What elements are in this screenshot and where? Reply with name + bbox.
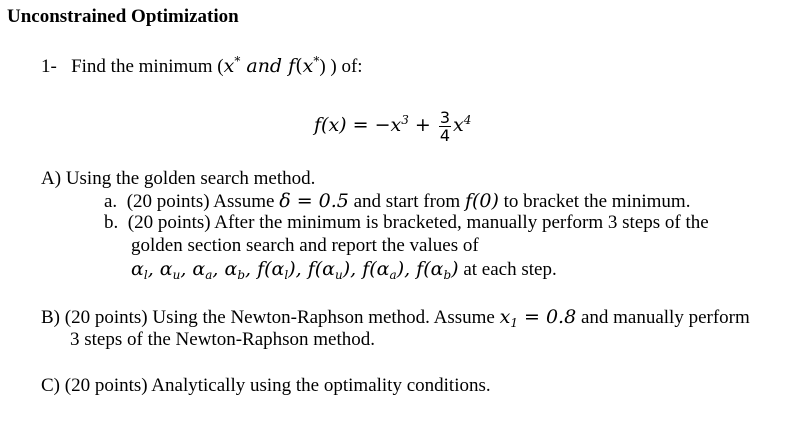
plus-sign: +	[408, 114, 437, 136]
item-b-line3	[131, 258, 557, 281]
delta-value: δ = 0.5	[279, 190, 349, 212]
part-a-item-a	[104, 190, 690, 213]
item-b-line1: (20 points) After the minimum is bracketed, manually perform 3 steps of the	[127, 212, 709, 233]
part-c-label: C)	[41, 375, 60, 396]
part-c-text: (20 points) Analytically using the optimality conditions.	[64, 375, 491, 396]
part-b	[41, 306, 750, 329]
item-a-text3: to bracket the minimum.	[498, 191, 691, 212]
x-star: x*	[223, 54, 241, 77]
part-b-line2: 3 steps of the Newton-Raphson method.	[70, 329, 376, 350]
part-b-text1: (20 points) Using the Newton-Raphson method. Assume	[64, 307, 500, 328]
part-b-label: B)	[41, 307, 60, 328]
question-1	[41, 55, 363, 78]
item-a-label: a.	[104, 191, 118, 212]
question-number: 1-	[41, 56, 57, 77]
paren-open: (	[295, 55, 303, 77]
x1-value: = 0.8	[517, 306, 577, 328]
item-a-text2: and start from	[348, 191, 465, 212]
golden-values-math: $\alpha_l$, $\alpha_u$, $\alpha_a$, $\alpha_b$, $f(\alpha_l)$, $f(\alpha_u)$, $f(\alpha_a)$, $f(\alpha_b)$	[131, 258, 459, 282]
exponent-3: 3	[401, 113, 409, 127]
and-word: and	[240, 55, 289, 77]
part-b-text2: and manually perform	[576, 307, 750, 328]
part-a-label: A)	[41, 168, 62, 189]
part-a-item-b	[104, 212, 709, 234]
part-a-text: Using the golden search method.	[65, 168, 316, 189]
f-symbol: f	[288, 55, 296, 77]
f-of-zero: f(0)	[464, 190, 499, 212]
exponent-4: 4	[463, 113, 472, 127]
x-star-2: x*	[302, 54, 320, 77]
objective-equation	[314, 105, 471, 145]
x1-symbol: $x_1$	[499, 306, 518, 330]
fraction-three-quarters: $\frac{3}{4}$	[439, 107, 451, 145]
equation-lhs: f(x) = −x	[314, 114, 402, 136]
item-b-line3-text: at each step.	[458, 259, 557, 280]
item-b-label: b.	[104, 212, 119, 233]
question-text: Find the minimum (	[71, 56, 224, 77]
page-title: Unconstrained Optimization	[7, 6, 239, 27]
part-a	[41, 168, 315, 190]
equation-x: x	[453, 114, 464, 136]
question-close: ) ) of:	[319, 56, 363, 77]
item-a-text1: (20 points) Assume	[126, 191, 280, 212]
item-b-line2: golden section search and report the values of	[131, 235, 479, 256]
part-c	[41, 375, 491, 397]
